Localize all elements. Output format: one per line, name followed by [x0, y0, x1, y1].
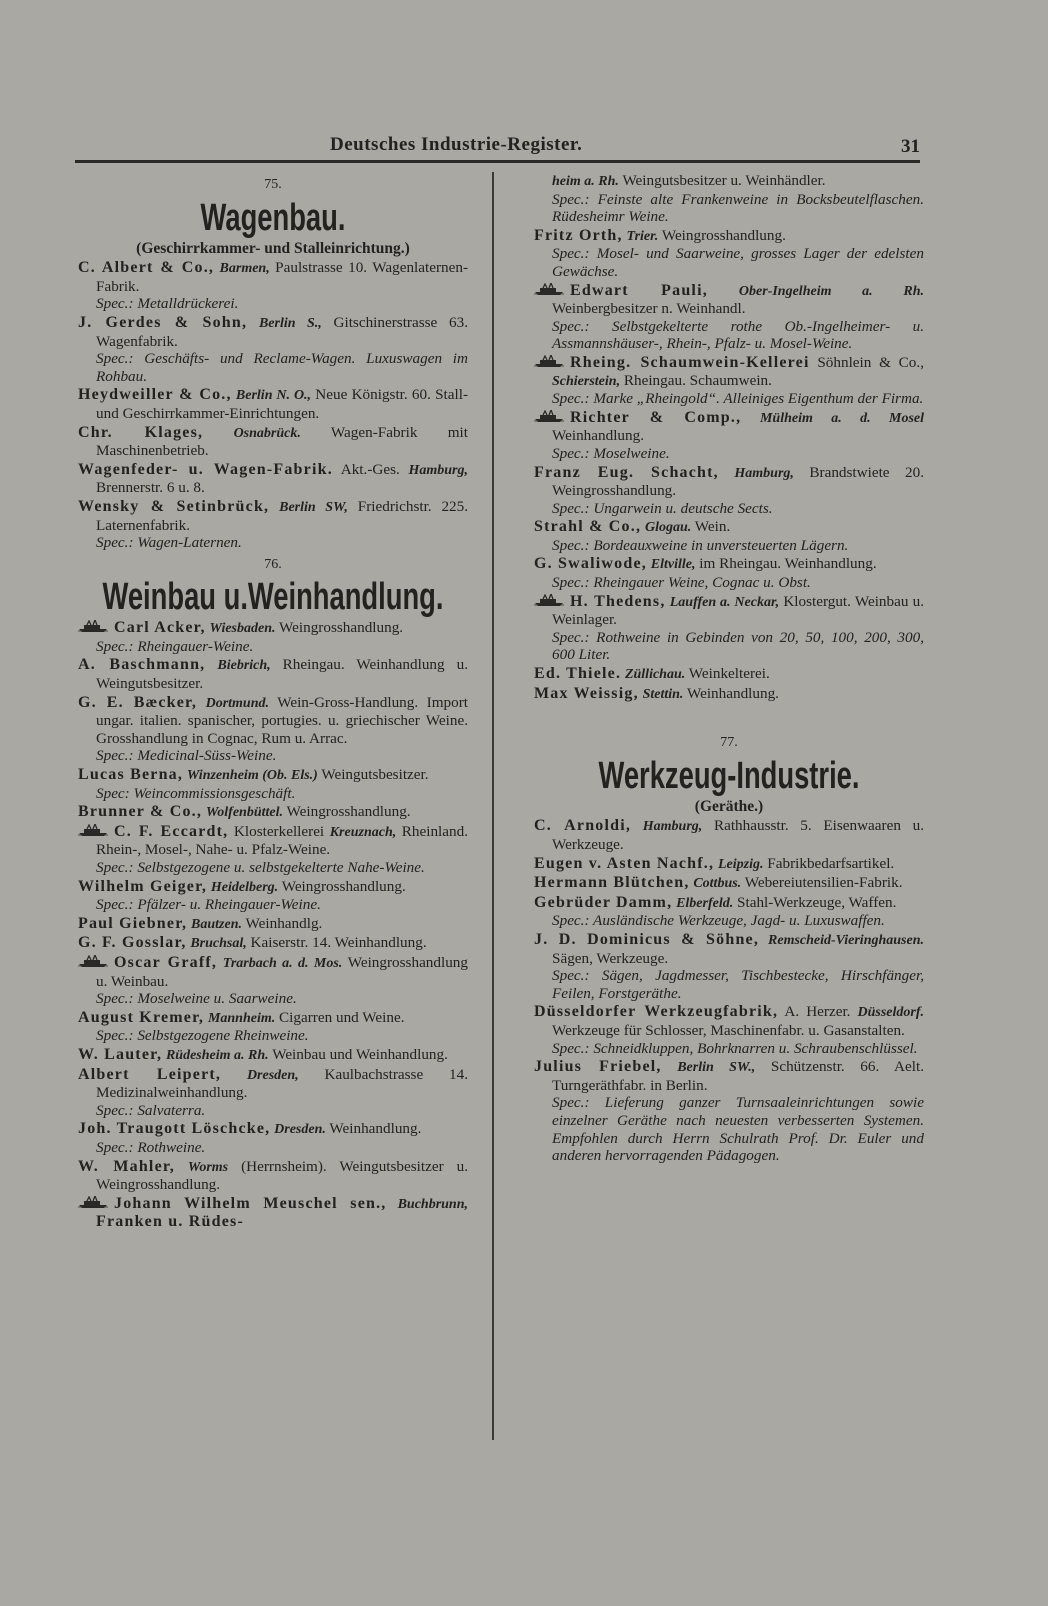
firm-name: Paul Giebner, [78, 914, 188, 932]
section-number: 75. [264, 177, 282, 192]
firm-name: Heydweiller & Co., [78, 386, 232, 404]
directory-entry [534, 227, 924, 281]
speciality-note: Spec.: Moselweine u. Saarweine. [96, 990, 297, 1008]
firm-description: Neue Königstr. 60. Stall- und Geschirrkammer-Einrichtungen. [96, 386, 469, 422]
firm-description: Söhnlein & Co., [817, 353, 924, 371]
firm-location: Berlin S., [258, 315, 322, 331]
firm-description: Weingutsbesitzer u. Weinhändler. [622, 172, 826, 189]
directory-entry [78, 1195, 468, 1231]
firm-description: Klostergut. Weinbau u. Weinlager. [552, 592, 925, 629]
firm-location: Hamburg, [642, 819, 703, 835]
section-number: 77. [720, 735, 738, 751]
directory-entry [78, 694, 468, 765]
firm-name: Richter & Comp., [570, 408, 742, 426]
speciality-note: Spec.: Schneidkluppen, Bohrknarren u. Schraubenschlüssel. [552, 1039, 918, 1057]
firm-location: Bruchsal, [190, 936, 247, 952]
speciality-note: Spec.: Ungarwein u. deutsche Sects. [552, 499, 773, 517]
firm-location: Biebrich, [217, 658, 271, 674]
firm-name: Edwart Pauli, [570, 281, 708, 299]
firm-location: Trier. [626, 228, 659, 244]
firm-location: Elberfeld. [676, 895, 734, 911]
firm-description: Klosterkellerei [233, 822, 325, 840]
firm-location: Schierstein, [552, 373, 621, 389]
speciality-note: Spec.: Geschäfts- und Reclame-Wagen. Luxuswagen im Rohbau. [96, 350, 468, 385]
directory-entry [534, 518, 924, 554]
firm-location: Dresden. [274, 1122, 326, 1138]
firm-location: Cottbus. [693, 876, 742, 892]
speciality-note: Spec.: Medicinal-Süss-Weine. [96, 747, 277, 765]
firm-name: Strahl & Co., [534, 518, 642, 536]
directory-entry [534, 409, 924, 463]
directory-entry [78, 1158, 468, 1194]
directory-entry [78, 498, 468, 552]
speciality-note: Spec.: Metalldrückerei. [96, 295, 239, 313]
firm-description: Wein. [694, 518, 731, 536]
firm-description: Brennerstr. 6 u. 8. [96, 479, 205, 497]
speciality-note: Spec.: Wagen-Laternen. [96, 534, 242, 552]
directory-entry [78, 656, 468, 692]
firm-description: Rheinland. Rhein-, Mosel-, Nahe- u. Pfalz-Weine. [96, 822, 469, 859]
firm-name: Gebrüder Damm, [534, 893, 673, 911]
directory-entry [534, 874, 924, 893]
firm-name: G. Swaliwode, [534, 555, 647, 573]
firm-description: Webereiutensilien-Fabrik. [744, 874, 903, 892]
speciality-note: Spec.: Bordeauxweine in unversteuerten Lägern. [552, 536, 849, 554]
firm-name: G. E. Bæcker, [78, 693, 198, 711]
firm-location: Dresden, [246, 1067, 299, 1083]
firm-name: Fritz Orth, [534, 226, 623, 244]
firm-name: Düsseldorfer Werkzeugfabrik, [534, 1003, 779, 1021]
speciality-note: Spec.: Ausländische Werkzeuge, Jagd- u. Luxuswaffen. [552, 912, 885, 930]
directory-entry [534, 1058, 924, 1165]
speciality-note: Spec.: Lieferung ganzer Turnsaaleinrichtungen sowie einzelner Geräthe nach neuesten verbesserten Systemen. Empfohlen durch Herrn Schulrath Prof. Dr. Euler und anderen hervorragenden Pädagogen. [552, 1094, 924, 1165]
firm-location: Bautzen. [191, 916, 243, 932]
directory-entry [78, 1009, 468, 1045]
speciality-note: Spec.: Moselweine. [552, 444, 670, 462]
directory-entry [78, 1120, 468, 1156]
firm-name: Joh. Traugott Löschcke, [78, 1120, 271, 1138]
section-number: 76. [264, 556, 282, 572]
directory-entry [534, 555, 924, 591]
firm-description: (Herrnsheim). Weingutsbesitzer u. Weingrosshandlung. [96, 1157, 469, 1194]
wine-ship-icon [534, 283, 564, 296]
firm-description: Rheingau. Weinhandlung u. Weingutsbesitzer. [96, 656, 468, 693]
directory-entry [534, 665, 924, 684]
firm-location: Trarbach a. d. Mos. [222, 955, 343, 971]
header-rule [75, 160, 920, 163]
directory-entry [78, 1046, 468, 1065]
directory-entry [534, 282, 924, 353]
firm-name: C. F. Eccardt, [114, 822, 229, 840]
firm-description: Weingrosshandlung. [661, 226, 786, 244]
firm-name: J. Gerdes & Sohn, [78, 313, 248, 331]
firm-location: Osnabrück. [233, 425, 301, 441]
directory-entry [78, 259, 468, 313]
firm-location: Eltville, [650, 557, 696, 573]
section-title: Weinbau u.Weinhandlung. [102, 576, 444, 619]
directory-entry [78, 878, 468, 914]
firm-location: Berlin SW, [279, 499, 348, 515]
directory-entry [78, 934, 468, 953]
firm-name: G. F. Gosslar, [78, 934, 187, 952]
firm-description: Rheingau. Schaumwein. [623, 371, 772, 389]
wine-ship-icon [78, 824, 108, 837]
section-heading [78, 556, 468, 620]
firm-location: Wiesbaden. [209, 621, 276, 637]
firm-description: Kaulbachstrasse 14. Medizinalweinhandlung. [96, 1065, 468, 1102]
wine-ship-icon [534, 594, 564, 607]
firm-description: Weinhandlung. [686, 684, 779, 702]
firm-location: Düsseldorf. [857, 1005, 925, 1021]
directory-entry [78, 424, 468, 460]
running-title: Deutsches Industrie-Register. [330, 134, 583, 155]
firm-description: Weinkelterei. [688, 665, 770, 683]
directory-entry [78, 619, 468, 655]
firm-location: Mülheim a. d. Mosel [759, 410, 924, 426]
firm-name: J. D. Dominicus & Söhne, [534, 930, 760, 948]
speciality-note: Spec.: Rheingauer Weine, Cognac u. Obst. [552, 574, 811, 592]
firm-name: A. Baschmann, [78, 656, 206, 674]
firm-name: Wilhelm Geiger, [78, 877, 208, 895]
firm-name: Carl Acker, [114, 619, 206, 637]
section-heading [534, 704, 924, 815]
speciality-note: Spec.: Selbstgezogene Rheinweine. [96, 1027, 309, 1045]
firm-location: heim a. Rh. [552, 174, 619, 189]
firm-description: Weinbau und Weinhandlung. [272, 1045, 448, 1063]
firm-description: Kaiserstr. 14. Weinhandlung. [250, 934, 427, 952]
speciality-note: Spec: Weincommissionsgeschäft. [96, 784, 296, 802]
firm-name: C. Arnoldi, [534, 817, 632, 835]
firm-location: Kreuznach, [329, 824, 397, 840]
wine-ship-icon [534, 410, 564, 423]
firm-location: Heidelberg. [210, 879, 279, 895]
firm-description: Weinbergbesitzer n. Weinhandl. [552, 300, 746, 318]
directory-entry [534, 354, 924, 408]
section-title: Wagenbau. [200, 196, 346, 239]
wine-ship-icon [534, 355, 564, 368]
directory-entry [78, 386, 468, 422]
section-gap [534, 704, 924, 730]
firm-name: Oscar Graff, [114, 953, 218, 971]
firm-description: Weingrosshandlung. [279, 619, 404, 637]
firm-description: Weingutsbesitzer. [321, 766, 429, 784]
section-subtitle: (Geschirrkammer- und Stalleinrichtung.) [136, 239, 410, 257]
firm-description: Gitschinerstrasse 63. Wagenfabrik. [96, 313, 469, 350]
speciality-note: Spec.: Feinste alte Frankenweine in Bocksbeutelflaschen. Rüdesheimr Weine. [552, 190, 924, 226]
firm-location: Buchbrunn, [397, 1196, 469, 1212]
speciality-note: Spec.: Rothweine. [96, 1138, 206, 1156]
speciality-note: Spec.: Sägen, Jagdmesser, Tischbestecke, Hirschfänger, Feilen, Forstgeräthe. [552, 967, 924, 1002]
directory-entry [534, 931, 924, 1002]
firm-location: Hamburg, [408, 462, 468, 478]
firm-description: Friedrichstr. 225. Laternenfabrik. [96, 497, 469, 534]
firm-description: im Rheingau. Weinhandlung. [699, 555, 877, 573]
section-title: Werkzeug-Industrie. [598, 754, 860, 797]
firm-location: Stettin. [642, 686, 684, 702]
firm-description: Weingrosshandlung. [286, 803, 411, 821]
speciality-note: Spec.: Selbstgezogene u. selbstgekelterte Nahe-Weine. [96, 859, 425, 876]
firm-description: Brandstwiete 20. Weingrosshandlung. [552, 463, 925, 500]
speciality-note: Spec.: Pfälzer- u. Rheingauer-Weine. [96, 896, 321, 914]
wine-ship-icon [78, 1196, 108, 1209]
page-number: 31 [901, 136, 920, 157]
directory-entry [534, 593, 924, 664]
speciality-note: Spec.: Mosel- und Saarweine, grosses Lager der edelsten Gewächse. [552, 245, 924, 280]
firm-name: W. Mahler, [78, 1157, 175, 1175]
firm-description: Weinhandlung. [552, 427, 644, 445]
firm-description: Sägen, Werkzeuge. [552, 949, 669, 967]
directory-entry [78, 803, 468, 822]
right-column [534, 172, 924, 1166]
wine-ship-icon [78, 955, 108, 968]
firm-location: Mannheim. [207, 1010, 276, 1026]
firm-location: Hamburg, [734, 465, 794, 481]
firm-description: Weinhandlg. [245, 914, 323, 932]
firm-description: Akt.-Ges. [340, 460, 400, 478]
firm-name: Wensky & Setinbrück, [78, 497, 270, 515]
firm-description: Wagen-Fabrik mit Maschinenbetrieb. [96, 423, 468, 460]
speciality-note: Spec.: Rheingauer-Weine. [96, 637, 254, 655]
firm-location: Berlin SW., [677, 1060, 756, 1076]
firm-location: Lauffen a. Neckar, [669, 594, 780, 610]
directory-entry [534, 1003, 924, 1057]
directory-entry [78, 823, 468, 877]
firm-description: Weinhandlung. [329, 1120, 422, 1138]
directory-entry [534, 685, 924, 704]
firm-name: Brunner & Co., [78, 803, 203, 821]
speciality-note: Spec.: Marke „Rheingold“. Alleiniges Eigenthum der Firma. [552, 390, 924, 408]
firm-location: Rüdesheim a. Rh. [165, 1047, 269, 1063]
firm-location: Worms [187, 1159, 229, 1175]
firm-name: Albert Leipert, [78, 1065, 222, 1083]
firm-description: A. Herzer. [784, 1003, 851, 1021]
speciality-note: Spec.: Rothweine in Gebinden von 20, 50, 100, 200, 300, 600 Liter. [552, 628, 924, 664]
firm-name: Rheing. Schaumwein-Kellerei [570, 353, 810, 371]
directory-entry [78, 766, 468, 802]
firm-description: Stahl-Werkzeuge, Waffen. [737, 893, 897, 911]
directory-entry [78, 954, 468, 1008]
firm-location: Dortmund. [205, 695, 269, 711]
directory-entry [78, 461, 468, 497]
firm-description: Fabrikbedarfsartikel. [767, 854, 895, 872]
directory-entry [78, 1066, 468, 1120]
firm-location: Ober-Ingelheim a. Rh. [738, 283, 924, 299]
left-column [78, 172, 468, 1232]
speciality-note: Spec.: Salvaterra. [96, 1101, 206, 1119]
firm-location: Züllichau. [624, 667, 686, 683]
firm-description: Rathhausstr. 5. Eisenwaaren u. Werkzeuge. [552, 817, 924, 853]
firm-name: H. Thedens, [570, 592, 666, 610]
section-subtitle: (Geräthe.) [694, 797, 764, 815]
firm-name: Johann Wilhelm Meuschel sen., [114, 1194, 387, 1212]
firm-name: Julius Friebel, [534, 1058, 662, 1076]
firm-name: Franz Eug. Schacht, [534, 463, 719, 481]
firm-location: Barmen, [219, 261, 270, 277]
firm-name: Lucas Berna, [78, 766, 184, 784]
firm-description: Weingrosshandlung u. Weinbau. [96, 953, 468, 990]
firm-description: Wein-Gross-Handlung. Import ungar. italien. spanischer, portugies. u. griechischer Weine. Grosshandlung in Cognac, Rum u. Arrac. [96, 693, 468, 747]
firm-description: Werkzeuge für Schlosser, Maschinenfabr. u. Gasanstalten. [552, 1021, 905, 1039]
directory-entry [534, 855, 924, 874]
firm-location: Berlin N. O., [235, 388, 312, 404]
firm-name: Franken u. Rüdes- [96, 1213, 244, 1231]
firm-name: Ed. Thiele. [534, 665, 622, 683]
wine-ship-icon [78, 620, 108, 633]
firm-location: Glogau. [644, 520, 692, 536]
running-header [75, 134, 920, 160]
firm-description: Cigarren und Weine. [279, 1008, 405, 1026]
section-heading [78, 176, 468, 257]
firm-location: Winzenheim (Ob. Els.) [186, 768, 318, 784]
firm-description: Paulstrasse 10. Wagenlaternen-Fabrik. [96, 259, 468, 295]
column-divider [492, 172, 494, 1440]
directory-entry-continued [534, 172, 924, 226]
firm-name: August Kremer, [78, 1008, 205, 1026]
firm-name: Max Weissig, [534, 684, 639, 702]
firm-name: Hermann Blütchen, [534, 874, 690, 892]
firm-name: C. Albert & Co., [78, 259, 215, 277]
firm-location: Leipzig. [718, 856, 764, 872]
firm-location: Remscheid-Vieringhausen. [768, 932, 924, 948]
directory-entry [534, 894, 924, 930]
firm-name: Eugen v. Asten Nachf., [534, 854, 715, 872]
directory-entry [78, 915, 468, 934]
firm-name: Wagenfeder- u. Wagen-Fabrik. [78, 460, 333, 478]
speciality-note: Spec.: Selbstgekelterte rothe Ob.-Ingelheimer- u. Assmannshäuser-, Rhein-, Pfalz- u. Mosel-Weine. [552, 317, 924, 353]
firm-description: Schützenstr. 66. Aelt. Turngeräthfabr. in Berlin. [552, 1058, 925, 1094]
firm-location: Wolfenbüttel. [205, 805, 284, 821]
firm-description: Weingrosshandlung. [281, 877, 406, 895]
directory-entry [534, 817, 924, 853]
firm-name: Chr. Klages, [78, 423, 204, 441]
firm-name: W. Lauter, [78, 1045, 163, 1063]
directory-entry [534, 464, 924, 518]
directory-entry [78, 314, 468, 385]
